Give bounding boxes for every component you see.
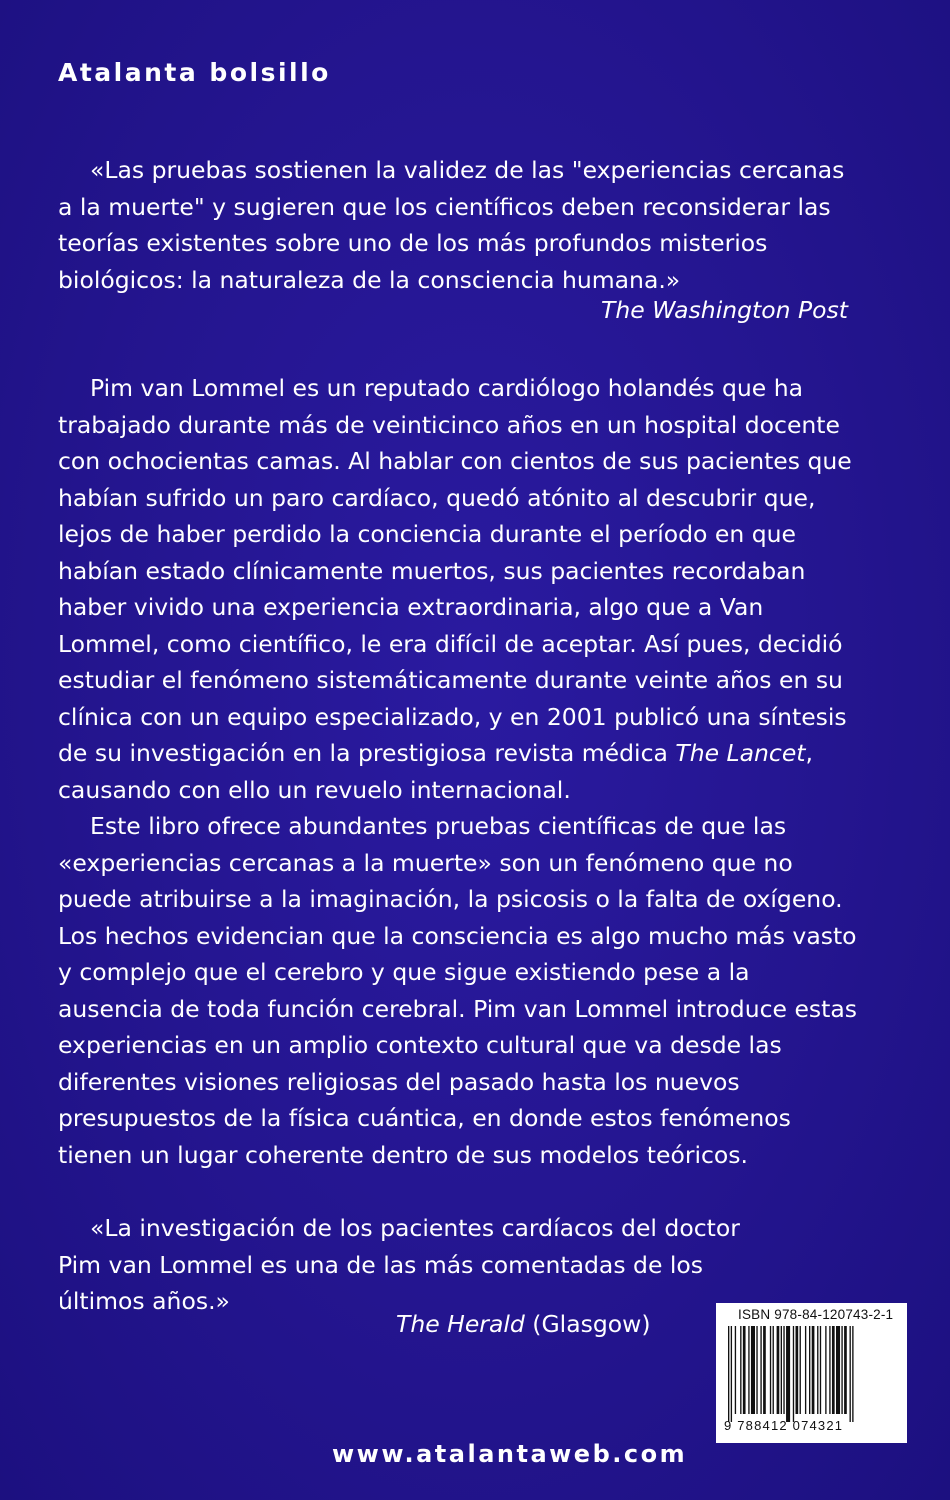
- description-paragraph: [58, 370, 858, 808]
- description-text: , causando con ello un revuelo internacional.: [58, 739, 814, 804]
- quote-source: The Washington Post: [601, 296, 848, 324]
- quote-herald: [58, 1210, 748, 1320]
- quote-text: «Las pruebas sostienen la validez de las "experiencias cercanas a la muerte" y sugieren que los científicos deben reconsiderar las teorías existentes sobre uno de los más profundos misterios biológicos: la naturaleza de la consciencia humana.»: [58, 156, 845, 294]
- description-paragraph: Este libro ofrece abundantes pruebas científicas de que las «experiencias cercanas a la muerte» son un fenómeno que no puede atribuirse a la imaginación, la psicosis o la falta de oxígeno. Los hechos evidencian que la consciencia es algo mucho más vasto y complejo que el cerebro y que sigue existiendo pese a la ausencia de toda función cerebral. Pim van Lommel introduce estas experiencias en un amplio contexto cultural que va desde las diferentes visiones religiosas del pasado hasta los nuevos presupuestos de la física cuántica, en donde estos fenómenos tienen un lugar coherente dentro de sus modelos teóricos.: [58, 812, 858, 1169]
- quote-text: «La investigación de los pacientes cardíacos del doctor Pim van Lommel es una de las más comentadas de los últimos años.»: [58, 1214, 740, 1315]
- isbn-number: ISBN 978-84-120743-2-1: [738, 1307, 894, 1322]
- barcode-bars: [724, 1324, 899, 1422]
- source-location: (Glasgow): [524, 1310, 651, 1338]
- barcode-digits: 9 788412 074321: [724, 1418, 844, 1433]
- source-name: The Herald: [396, 1310, 525, 1338]
- quote-washington-post: [58, 152, 858, 298]
- book-description: [58, 370, 858, 1173]
- publisher-url: www.atalantaweb.com: [332, 1440, 688, 1468]
- journal-title: The Lancet: [675, 739, 806, 767]
- description-text: Pim van Lommel es un reputado cardiólogo holandés que ha trabajado durante más de veinticinco años en un hospital docente con ochocientas camas. Al hablar con cientos de sus pacientes que habían sufrido un paro cardíaco, quedó atónito al descubrir que, lejos de haber perdido la conciencia durante el período en que habían estado clínicamente muertos, sus pacientes recordaban haber vivido una experiencia extraordinaria, algo que a Van Lommel, como científico, le era difícil de aceptar. Así pues, decidió estudiar el fenómeno sistemáticamente durante veinte años en su clínica con un equipo especializado, y en 2001 publicó una síntesis de su investigación en la prestigiosa revista médica: [58, 374, 852, 767]
- series-name: Atalanta bolsillo: [58, 58, 331, 87]
- quote-source: [396, 1310, 651, 1338]
- isbn-barcode: [716, 1303, 907, 1443]
